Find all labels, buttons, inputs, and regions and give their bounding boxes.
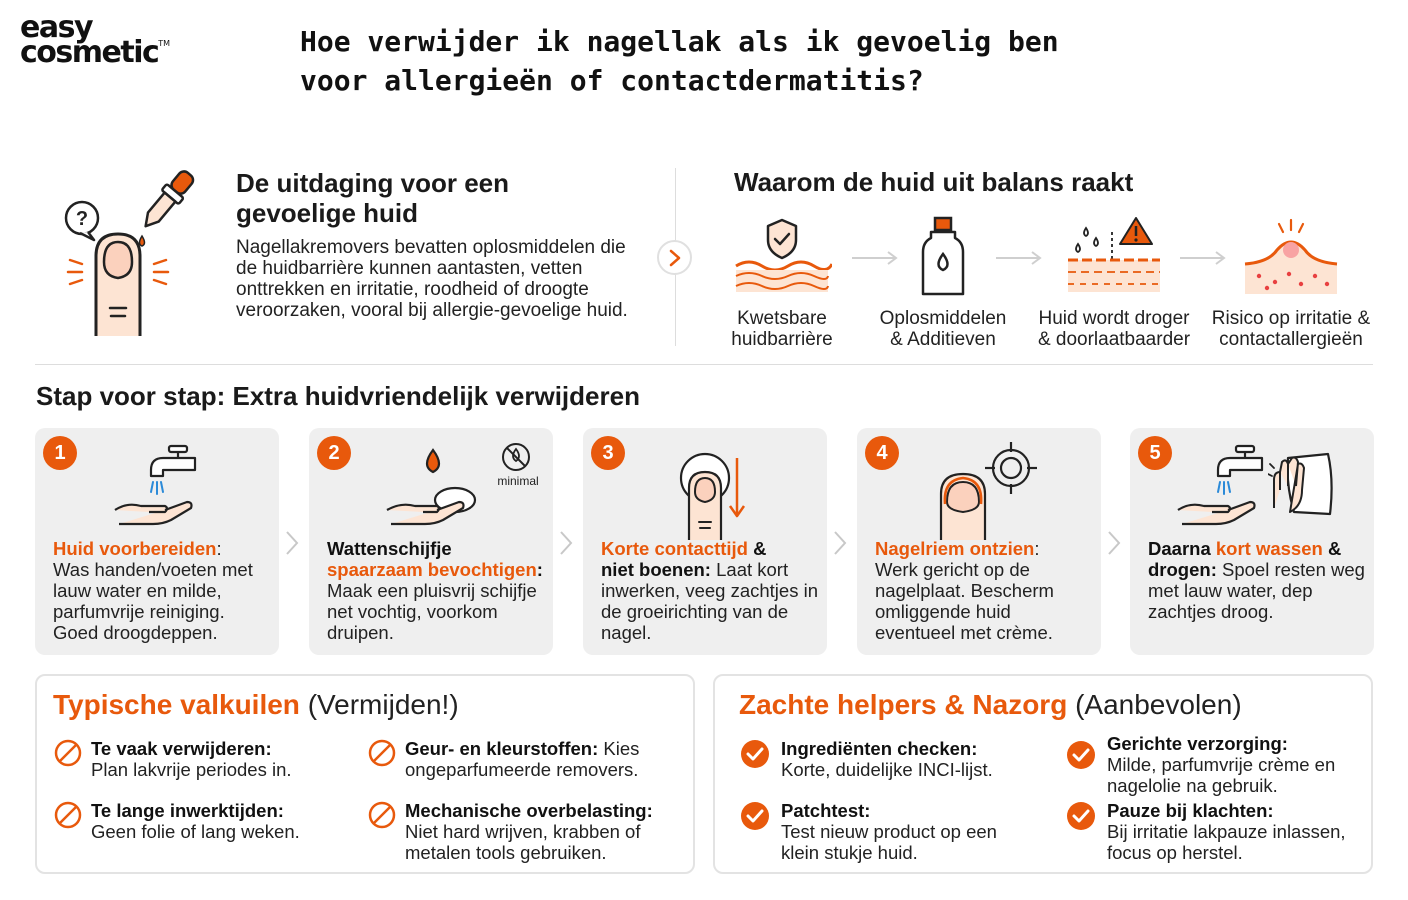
why-item-line1: Kwetsbare	[737, 308, 827, 329]
why-item-line1: Risico op irritatie &	[1211, 308, 1371, 329]
step-card-2	[309, 428, 553, 655]
target-icon	[935, 440, 1065, 540]
pitfalls-subtitle: (Vermijden!)	[307, 689, 459, 720]
step-number: 3	[591, 436, 625, 470]
shield-skin-icon	[732, 214, 832, 302]
pitfall-text: Niet hard wrijven, krabben of metalen tools gebruiken.	[405, 821, 641, 863]
step-highlight: spaarzaam bevochtigen	[327, 559, 537, 580]
pitfall-item	[53, 800, 353, 842]
chevron-right-icon	[667, 249, 683, 267]
why-item-irritation	[1205, 214, 1377, 350]
pitfalls-title	[53, 688, 459, 722]
logo-line-2: cosmetic™	[20, 34, 171, 70]
helper-item	[1065, 800, 1365, 863]
step-highlight: Huid voorbereiden	[53, 538, 217, 559]
chevron-right-icon	[832, 530, 848, 556]
step-separator: :	[216, 538, 222, 559]
chevron-right-icon	[558, 530, 574, 556]
svg-text:?: ?	[75, 208, 89, 230]
pitfall-item	[53, 738, 353, 780]
challenge-title: De uitdaging voor een gevoelige huid	[236, 168, 510, 228]
why-item-line1: Huid wordt droger	[1038, 308, 1190, 329]
step-text	[875, 538, 1095, 643]
step-text	[327, 538, 547, 643]
step-text	[53, 538, 273, 643]
pitfalls-box	[35, 674, 695, 874]
drop-pad-icon	[383, 440, 483, 530]
why-item-line2: huidbarrière	[731, 329, 833, 350]
why-item-line1: Oplosmiddelen	[879, 308, 1007, 329]
solvent-bottle-icon	[893, 214, 993, 302]
helper-text: Test nieuw product op een klein stukje huid.	[781, 821, 997, 863]
pitfall-text: Plan lakvrije periodes in.	[91, 759, 292, 780]
why-item-dry-skin	[1028, 214, 1200, 350]
pitfall-item	[367, 738, 667, 780]
finger-press-icon	[675, 440, 765, 540]
pitfalls-title-highlight: Typische valkuilen	[53, 689, 300, 720]
brand-logo	[20, 10, 190, 70]
pitfall-head: Te vaak verwijderen:	[91, 738, 272, 759]
step-number: 5	[1138, 436, 1172, 470]
step-bold: niet boenen:	[601, 559, 711, 580]
chevron-right-icon	[284, 530, 300, 556]
prohibited-icon	[367, 738, 397, 768]
helper-text: Bij irritatie lakpauze inlassen, focus op herstel.	[1107, 821, 1346, 863]
why-item-line2: & Additieven	[890, 329, 996, 350]
helper-text: Korte, duidelijke INCI-lijst.	[781, 759, 993, 780]
why-item-line2: & doorlaatbaarder	[1037, 329, 1191, 350]
faucet-hand-icon	[1174, 440, 1274, 530]
helpers-title-highlight: Zachte helpers & Nazorg	[739, 689, 1068, 720]
check-circle-icon	[1065, 800, 1097, 832]
pitfall-head: Mechanische overbelasting:	[405, 800, 653, 821]
pitfall-text: Kies ongeparfumeerde removers.	[405, 738, 640, 780]
step-number: 2	[317, 436, 351, 470]
why-item-solvents	[857, 214, 1029, 350]
prohibited-icon	[53, 738, 83, 768]
pitfall-head: Te lange inwerktijden:	[91, 800, 284, 821]
helpers-subtitle: (Aanbevolen)	[1075, 689, 1242, 720]
step-highlight: Nagelriem ontzien	[875, 538, 1035, 559]
helper-item	[739, 738, 1039, 780]
step-body: Was handen/voeten met lauw water en milde, parfumvrije reiniging. Goed droogdeppen.	[53, 559, 253, 643]
irritated-skin-icon	[1241, 214, 1341, 302]
towel-icon	[1268, 450, 1338, 520]
step-body: Maak een pluisvrij schijfje net vochtig, voorkom druipen.	[327, 580, 537, 643]
step-card-3	[583, 428, 827, 655]
step-body: Werk gericht op de nagelplaat. Bescherm omliggende huid eventueel met crème.	[875, 559, 1054, 643]
step-text	[601, 538, 821, 643]
step-card-4	[857, 428, 1101, 655]
step-bold: Wattenschijfje	[327, 538, 452, 559]
why-item-barrier	[696, 214, 868, 350]
steps-title: Stap voor stap: Extra huidvriendelijk verwijderen	[36, 381, 640, 411]
helpers-box	[713, 674, 1373, 874]
nail-finger-icon	[58, 168, 208, 343]
step-separator: :	[1034, 538, 1040, 559]
dropper-icon	[137, 168, 198, 233]
step-bold: &	[1322, 538, 1342, 559]
challenge-text: Nagellakremovers bevatten oplosmiddelen die de huidbarrière kunnen aantasten, vetten onttrekken en irritatie, roodheid of droogte veroorzaken, vooral bij allergie-gevoelige huid.	[236, 237, 628, 321]
check-circle-icon	[739, 800, 771, 832]
step-text	[1148, 538, 1368, 622]
pitfall-text: Geen folie of lang weken.	[91, 821, 300, 842]
helper-head: Gerichte verzorging:	[1107, 733, 1288, 754]
helper-head: Patchtest:	[781, 800, 871, 821]
step-card-1	[35, 428, 279, 655]
step-body: Laat kort inwerken, veeg zachtjes in de groeirichting van de nagel.	[601, 559, 818, 643]
logo-line-1: easy	[20, 10, 93, 45]
why-title: Waarom de huid uit balans raakt	[734, 167, 1134, 197]
step-number: 1	[43, 436, 77, 470]
step-body: Spoel resten weg met lauw water, dep zachtjes droog.	[1148, 559, 1365, 622]
faucet-hand-icon	[107, 440, 207, 530]
minimal-badge: minimal	[497, 474, 539, 488]
pitfall-item	[367, 800, 667, 863]
why-item-line2: contactallergieën	[1219, 329, 1363, 350]
step-bold: drogen:	[1148, 559, 1217, 580]
page-title: Hoe verwijder ik nagellak als ik gevoelig ben voor allergieën of contactdermatitis?	[300, 25, 1059, 97]
step-bold: &	[747, 538, 767, 559]
helper-head: Pauze bij klachten:	[1107, 800, 1274, 821]
step-bold: Daarna	[1148, 538, 1216, 559]
pitfall-head: Geur- en kleurstoffen:	[405, 738, 599, 759]
question-bubble-icon	[66, 202, 98, 240]
helpers-title	[739, 688, 1242, 722]
check-circle-icon	[1065, 739, 1097, 771]
check-circle-icon	[739, 738, 771, 770]
helper-item	[739, 800, 1039, 863]
next-button[interactable]	[657, 240, 692, 275]
step-separator: :	[536, 559, 543, 580]
prohibited-icon	[53, 800, 83, 830]
helper-text: Milde, parfumvrije crème en nagelolie na gebruik.	[1107, 754, 1336, 796]
section-divider	[35, 364, 1373, 365]
prohibited-icon	[367, 800, 397, 830]
no-perfume-icon	[499, 440, 533, 474]
helper-head: Ingrediënten checken:	[781, 738, 978, 759]
step-highlight: Korte contacttijd	[601, 538, 748, 559]
chevron-right-icon	[1106, 530, 1122, 556]
step-number: 4	[865, 436, 899, 470]
step-highlight: kort wassen	[1215, 538, 1323, 559]
step-card-5	[1130, 428, 1374, 655]
logo-trademark: TM	[158, 38, 171, 48]
dry-skin-warning-icon	[1064, 214, 1164, 302]
helper-item	[1065, 733, 1365, 796]
